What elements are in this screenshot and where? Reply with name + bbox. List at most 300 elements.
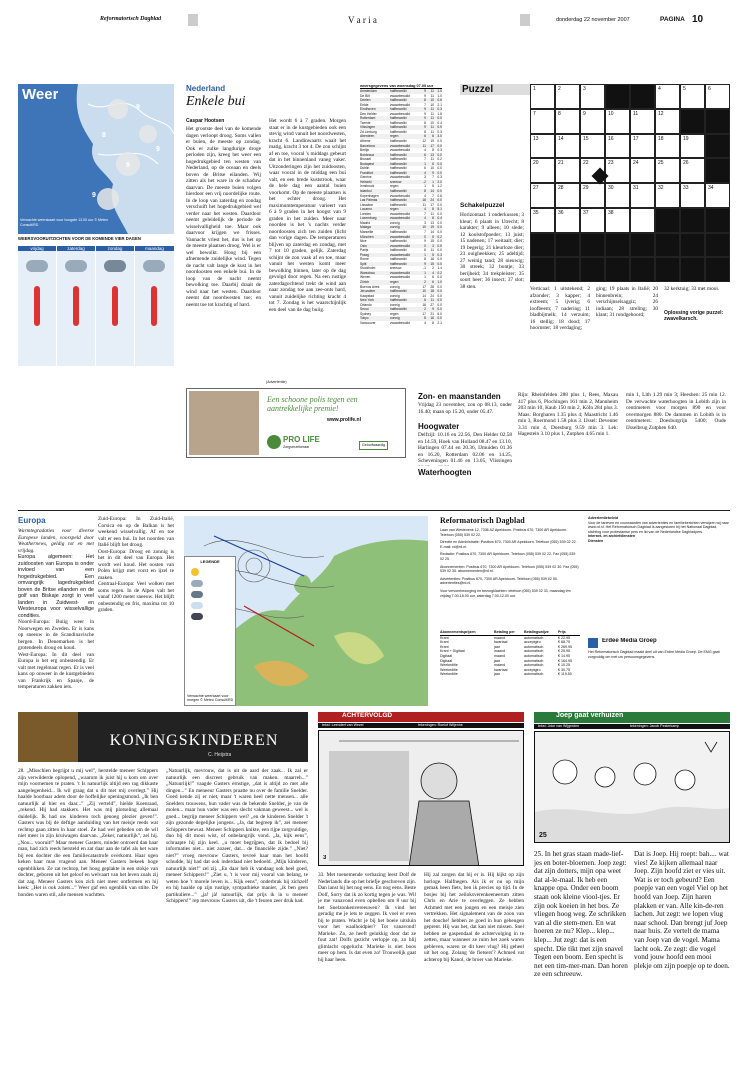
cloud-icon <box>143 260 165 272</box>
puzzle-cell[interactable] <box>555 183 580 208</box>
table-cell: 11 <box>430 211 434 216</box>
table-cell: 10 <box>430 120 434 125</box>
puzzle-cell <box>680 257 705 282</box>
table-cell: automatisch <box>524 653 544 658</box>
table-cell: 0.0 <box>437 161 442 166</box>
cell-number: 7 <box>533 110 536 117</box>
table-cell: halfbewolkt <box>390 307 407 312</box>
puzzle-cell[interactable] <box>555 109 580 134</box>
ad-text: Een schoone polis tegen een aantrekkelijke premie! <box>267 395 358 413</box>
table-cell: acceptgiro <box>524 667 541 672</box>
europa-section <box>18 516 428 706</box>
table-cell: zwaarbewolkt <box>390 243 410 248</box>
table-cell: Eelde <box>360 102 369 107</box>
puzzle-cell[interactable] <box>580 109 605 134</box>
map-legend <box>184 556 236 706</box>
table-cell: 4 <box>424 170 426 175</box>
table-cell: Frankfurt <box>360 170 374 175</box>
puzzle-cell <box>580 257 605 282</box>
day-label: maandag <box>135 246 174 251</box>
ad-box <box>186 388 406 458</box>
table-cell: Weekeditie <box>440 667 458 672</box>
weather-table-rows <box>360 89 442 325</box>
puzzle-cell[interactable] <box>655 134 680 159</box>
table-cell: halfbewolkt <box>390 170 407 175</box>
puzzle-cell[interactable] <box>680 134 705 159</box>
table-cell: halfbewolkt <box>390 298 407 303</box>
puzzle-cell <box>655 257 680 282</box>
europa-p3: West-Europa: In dit deel van Europa is het erg onbestendig. Er valt met regelmaat regen. Er is veel kans op onweer in de kustgebieden van Frankrijk en Spanje, de temperaturen zakken iets. <box>18 651 94 690</box>
puzzle-cell[interactable] <box>580 208 605 233</box>
table-cell: € 269.95 <box>558 644 572 649</box>
puzzle-cell[interactable] <box>630 183 655 208</box>
puzzle-grid <box>530 84 730 282</box>
table-cell: 11 <box>422 202 426 207</box>
table-cell: Stockholm <box>360 266 376 271</box>
ad-badge: Geloofwaardig <box>359 441 388 450</box>
legend-title: LEGENDE <box>200 559 220 564</box>
puzzle-cell <box>705 257 730 282</box>
puzzle-cell[interactable] <box>605 158 630 183</box>
cell-number: 1 <box>533 86 536 92</box>
table-cell: 8 <box>424 98 426 103</box>
puzzle-cell[interactable] <box>605 109 630 134</box>
table-cell: 19 <box>430 225 434 230</box>
cell-number: 34 <box>708 185 714 191</box>
map-temp-3: 9 <box>126 162 130 169</box>
table-cell: 13 <box>430 152 434 157</box>
nederland-title: Enkele bui <box>186 94 246 109</box>
table-cell: zwaarbewolkt <box>390 275 410 280</box>
puzzle-cell[interactable] <box>530 109 555 134</box>
water-levels-col3: min 1, Lith 1.29 min 3; Heeshen: 25 min 12. De verwachte waterhoogten in Lobith zijn in centimeters voor morgen 890 en voor overmorgen 880. De dammen in Lobith is in centimeters: Doesburgrijn 5400; Oude IJsselbrug Zutphen 640. <box>626 392 726 431</box>
cell-number: 5 <box>683 86 686 92</box>
story-author: C. Heijstra <box>208 752 232 758</box>
table-cell: zonnig <box>390 220 400 225</box>
table-cell: jaar <box>494 658 500 663</box>
table-cell: Rotterdam <box>360 116 376 121</box>
cell-number: 36 <box>558 209 564 216</box>
puzzle-cell[interactable] <box>530 134 555 159</box>
table-cell: € 30.75 <box>558 667 570 672</box>
ad-sub: Zorgverzekeraar <box>283 445 310 449</box>
colofon-line: Voor vervoerbezorging en bezorgklachten: telefoon (055) 539 02 33, maandag t/m vrijdag 7.00-18.00 uur, zaterdag 7.00-12.00 uur. <box>440 588 571 598</box>
table-cell: 0.9 <box>437 125 442 130</box>
cell-number: 16 <box>608 135 614 142</box>
table-cell: jaar <box>494 672 500 677</box>
cell-number: 22 <box>583 160 589 167</box>
table-cell: 1.8 <box>437 111 442 116</box>
puzzle-cell[interactable] <box>680 84 705 109</box>
table-cell: Wenen <box>360 275 371 280</box>
table-cell: halfbewolkt <box>390 189 407 194</box>
puzzle-cell[interactable] <box>655 158 680 183</box>
puzzle-title: Puzzel <box>460 84 530 95</box>
colofon-section <box>440 516 730 706</box>
table-cell: Madrid <box>360 220 371 225</box>
table-cell: 5 <box>432 252 434 257</box>
table-cell: halfbewolkt <box>390 116 407 121</box>
table-cell: 0.6 <box>437 98 442 103</box>
table-cell: 27 <box>430 302 434 307</box>
cell-number: 21 <box>558 160 564 167</box>
cell-number: 9 <box>583 110 586 117</box>
table-cell: 4 <box>424 216 426 221</box>
table-cell: Krant <box>440 644 449 649</box>
table-cell: 6 <box>424 248 426 253</box>
thermometer-icon <box>73 286 79 326</box>
tide-title: Zon- en maanstanden <box>418 392 501 401</box>
table-cell: 0.0 <box>437 293 442 298</box>
page-flag-left <box>188 14 198 26</box>
colofon-line: Abonnementen: Postbus 670, 7300 AR Apeldoorn. Telefoon (055) 539 02 30. Fax (055) 539 02 35. abonnementen@rd.nl. <box>440 564 579 574</box>
table-cell: halfbewolkt <box>390 161 407 166</box>
ad-label: (Advertentie) <box>266 380 287 384</box>
table-cell: 8 <box>432 207 434 212</box>
prolife-logo-icon <box>267 435 281 449</box>
puzzle-cell[interactable] <box>680 183 705 208</box>
table-cell: 1 <box>424 275 426 280</box>
cell-number: 11 <box>633 110 639 117</box>
table-cell: 0 <box>424 243 426 248</box>
table-cell: halfbewolkt <box>390 157 407 162</box>
cell-number: 35 <box>533 209 539 216</box>
table-cell: Den Helder <box>360 111 377 116</box>
puzzle-cell <box>580 233 605 258</box>
table-cell: 0.0 <box>437 229 442 234</box>
puzzle-cell[interactable] <box>605 183 630 208</box>
table-cell: 6 <box>424 166 426 171</box>
table-cell: halfbewolkt <box>390 202 407 207</box>
table-cell: 17 <box>430 143 434 148</box>
ad-photo <box>189 391 259 455</box>
cell-number: 33 <box>683 185 689 191</box>
table-cell: 28 <box>430 284 434 289</box>
table-cell: Lissabon <box>360 202 374 207</box>
group-logo-icon <box>588 638 598 648</box>
table-cell: Kopenhagen <box>360 193 379 198</box>
puzzle-cell[interactable] <box>530 158 555 183</box>
table-cell: München <box>360 234 374 239</box>
table-cell: halfbewolkt <box>390 257 407 262</box>
puzzle-cell[interactable] <box>630 208 655 233</box>
puzzle-cell[interactable] <box>705 183 730 208</box>
table-cell: 1.4 <box>437 266 442 271</box>
puzzle-cell[interactable] <box>580 134 605 159</box>
table-cell: halfbewolkt <box>390 139 407 144</box>
puzzle-cell[interactable] <box>555 84 580 109</box>
puzzle-cell <box>705 158 730 183</box>
table-cell: 11 <box>430 111 434 116</box>
section-title: V a r i a <box>348 15 377 25</box>
puzzle-cell[interactable] <box>555 158 580 183</box>
table-cell: 0.2 <box>437 234 442 239</box>
legend-sun-icon <box>191 568 199 576</box>
table-cell: De Bilt <box>360 93 370 98</box>
table-cell: zwaarbewolkt <box>390 148 410 153</box>
table-cell: 24 <box>430 293 434 298</box>
table-cell: 0.0 <box>437 211 442 216</box>
table-cell: 19 <box>430 139 434 144</box>
puzzle-cell <box>555 257 580 282</box>
europa-kicker: Europa <box>18 516 46 525</box>
puzzle-heading: Schakelpuzzel <box>460 202 505 209</box>
table-cell: Warschau <box>360 270 375 275</box>
table-cell: 0.0 <box>437 152 442 157</box>
table-cell: Betaling per <box>494 630 515 634</box>
day-label: zondag <box>96 246 134 251</box>
page-number: 10 <box>692 14 704 25</box>
puzzle-cell[interactable] <box>555 134 580 159</box>
table-cell: automatisch <box>524 649 544 654</box>
table-cell: Dublin <box>360 166 370 171</box>
forecast-day-3 <box>96 246 134 366</box>
puzzle-cell <box>655 233 680 258</box>
joep-text-col-2: Dat is Joep. Hij roept: bah.... wat vies! Ze kijken allemaal naar Joep. Zijn hoofd ziet er vies uit. Wat is er toch gebeurd? Een poepje van een vogel Viel op het hoofd van Joep. Zijn haren plakken er van. Alle kin-de-ren lachen. Jut zegt: we lopen vlug naar school. Dan brengt juf Joep naar huis. Ze vertelt de mama van Joep van de vogel. Mama lacht ook. Ze zegt: die vogel vond jouw hoofd een mooi plekje om zijn poepje op te doen. <box>634 850 730 970</box>
puzzle-clues-horizontal: Horizontaal: 1 onderkussen; 3 kleur; 6 plaats in Utrecht; 8 karakter; 9 alleen; 10 slede; 12 koolstofpoeder; 13 juist; 15 nadenen; 17 weitaalt; dier; 19 begerig; 21 kleurloze dier; 23 ouigheekken; 25 adeltijd; 27 weinig tand; 28 nieuwig; 30 streek; 32 bontje; 33 berijheid; 34 trekpleister; 35 soort heer; 36 insect; 37 slot; 38 sten. <box>460 212 524 290</box>
puzzle-cell[interactable] <box>580 183 605 208</box>
table-cell: 10 <box>430 102 434 107</box>
table-row <box>440 672 580 677</box>
table-cell: 17 <box>430 202 434 207</box>
table-cell: 0.0 <box>437 261 442 266</box>
table-cell: 0.0 <box>437 166 442 171</box>
legend-rain-icon <box>191 591 203 598</box>
table-cell: € 25.95 <box>558 649 570 654</box>
page-label: PAGINA <box>660 16 685 23</box>
map-temp-2: 8 <box>102 132 106 139</box>
table-cell: -2 <box>423 179 426 184</box>
table-cell: 0.0 <box>437 239 442 244</box>
table-cell: 0.0 <box>437 284 442 289</box>
puzzle-cell <box>605 257 630 282</box>
table-cell: maand <box>494 653 505 658</box>
colofon-text <box>440 528 580 628</box>
table-cell: 11 <box>430 107 434 112</box>
story-banner <box>18 712 308 762</box>
table-cell: 17 <box>422 284 426 289</box>
table-cell: automatisch <box>524 658 544 663</box>
day-label: zaterdag <box>57 246 95 251</box>
table-cell: zwaarbewolkt <box>390 216 410 221</box>
puzzle-cell[interactable] <box>655 183 680 208</box>
table-cell: zwaarbewolkt <box>390 93 410 98</box>
cell-number: 27 <box>533 185 539 191</box>
table-cell: halfbewolkt <box>390 125 407 130</box>
table-cell: € 68.75 <box>558 640 570 645</box>
puzzle-cell[interactable] <box>530 208 555 233</box>
table-cell: automatisch <box>524 663 544 668</box>
table-cell: Marseille <box>360 229 374 234</box>
cell-number: 14 <box>558 135 564 142</box>
table-cell: 1.0 <box>437 89 442 93</box>
joep-title: Joep gaat verhuizen <box>534 712 730 723</box>
cell-number: 25 <box>658 160 664 167</box>
table-cell: 11 <box>430 93 434 98</box>
table-cell: Berlijn <box>360 148 370 153</box>
forecast-day-1 <box>18 246 56 366</box>
table-cell: 0.0 <box>437 220 442 225</box>
page-header <box>0 14 738 30</box>
table-cell: 7 <box>432 193 434 198</box>
table-cell: maand <box>494 649 505 654</box>
table-cell: 11 <box>430 116 434 121</box>
weather-title: Weer <box>22 86 59 103</box>
table-cell: zwaarbewolkt <box>390 270 410 275</box>
puzzle-cell[interactable] <box>605 134 630 159</box>
table-cell: 6 <box>432 161 434 166</box>
weather-table <box>360 84 442 374</box>
table-cell: sneeuw <box>390 179 402 184</box>
europa-p2: Noord-Europa: Buiig weer in Noorwegen en Zweden. Er is kans op sneeuw in de Scandinavische bergen. In Denemarken is het grotendeels droog en koud. <box>18 619 94 651</box>
table-cell: 1.0 <box>437 93 442 98</box>
colofon-line: Advertenties: Postbus 670, 7300 AR Apeldoorn. Telefoon (055) 539 02 50. advertenties@rd.nl. <box>440 576 558 586</box>
puzzle-cell[interactable] <box>630 134 655 159</box>
weather-map-svg <box>18 84 174 234</box>
table-cell: 6 <box>424 152 426 157</box>
table-cell: 18 <box>422 198 426 203</box>
puzzle-cell[interactable] <box>580 84 605 109</box>
table-cell: 10 <box>422 289 426 294</box>
table-cell: halfbewolkt <box>390 248 407 253</box>
cell-number: 12 <box>658 110 664 117</box>
cell-number: 4 <box>658 86 661 92</box>
tide-section <box>418 392 730 502</box>
table-cell: 0.3 <box>437 148 442 153</box>
table-cell: 0.2 <box>437 270 442 275</box>
table-cell: zonnig <box>390 316 400 321</box>
puzzle-cell[interactable] <box>705 84 730 109</box>
cell-number: 24 <box>633 160 639 167</box>
table-cell: Digitaal <box>440 658 452 663</box>
table-cell: 0.0 <box>437 275 442 280</box>
table-cell: 2 <box>424 279 426 284</box>
table-cell: zonnig <box>390 293 400 298</box>
table-cell: 13 <box>430 220 434 225</box>
map-source: Verwachte weerkaart voor morgen © Meteo Consult/RD <box>187 693 234 703</box>
cell-number: 19 <box>683 135 689 142</box>
table-cell: Las Palmas <box>360 198 378 203</box>
weather-table-title: weersgegevens van woensdag 07.00 uur <box>360 84 442 89</box>
page-flag-right <box>520 14 530 26</box>
table-cell: 0.5 <box>437 243 442 248</box>
cell-number: 30 <box>608 185 614 191</box>
table-cell: 15 <box>430 261 434 266</box>
table-cell: 4 <box>424 148 426 153</box>
puzzle-cell[interactable] <box>530 183 555 208</box>
forecast-days <box>18 246 174 366</box>
table-cell: 8 <box>424 129 426 134</box>
table-cell: 10 <box>430 166 434 171</box>
table-cell: Weekeditie <box>440 663 458 668</box>
puzzle-cell <box>630 84 655 109</box>
table-cell: maand <box>494 663 505 668</box>
high-water-title: Hoogwater <box>418 422 460 431</box>
group-text: Het Reformatorisch Dagblad maakt deel uit van Erdee Media Groep. De EMG gaat zorgvuldig om met uw persoonsgegevens. <box>588 650 720 659</box>
ad-url[interactable]: www.prolife.nl <box>327 417 361 423</box>
nederland-col-2: Het wordt 6 à 7 graden. Morgen staat er in de kustgebieden ook een stevig wind vanuit het noordwesten, kracht 6. Landinwaarts waait het matig, kracht 3 tot 4. De zon schijnt af en toe, vooral 's middags gebeurt dat in het binnenland vaneg vaker. Uitzonderingen zijn het zuidoosten, waar vooral in de middag een bui valt, en een brede kuststrook, waar de hele dag een aantal buien voorkomt. Op de meeste plaatsen is het echter droog. Het maximumtemperatuur varieert van 6 à 9 graden in het hoogst van 9 graden in het zuiden. Meer naar noorden is het 's nachts verder noordoosten zich ten zuiden (licht dan vorige dagen. De temperaturen blijven op zaterdag en zondag, met 7 tot 10 graden, gelijk. Zaterdag schijnt de zon vaak af en toe, maar vanuit het westen komt meer bewolking binnen, later op de dag gevolgd door regen. Na een rustige zaterdagochtend trekt de wind aan naar zondag toe aan zee-onts hard, vanuit zuidelijke richting kracht 4 tot 7. Zondag is het waarschijnlijk een deel van de dag buiig. <box>269 118 346 313</box>
table-cell: 0.3 <box>437 175 442 180</box>
table-cell: 6 <box>432 275 434 280</box>
table-cell: 0.0 <box>437 307 442 312</box>
table-cell: 0.0 <box>437 202 442 207</box>
comic-panel <box>318 730 524 866</box>
table-cell: acceptgiro <box>524 640 541 645</box>
table-cell: kwartaal <box>494 667 508 672</box>
thermometer-icon <box>151 286 157 326</box>
panel-number: 3 <box>323 855 327 861</box>
table-cell: zonnig <box>390 302 400 307</box>
table-cell: Barcelona <box>360 143 375 148</box>
puzzle-cell <box>630 257 655 282</box>
puzzle-cell <box>555 233 580 258</box>
table-cell: regen <box>390 184 399 189</box>
puzzle-cell[interactable] <box>655 84 680 109</box>
puzzle-cell <box>705 109 730 134</box>
puzzle-cell[interactable] <box>530 84 555 109</box>
table-cell: Krant + Digitaal <box>440 649 465 654</box>
colofon-right-text: Voor de tarieven en voorwaarden van advertenties en familieberichten verwijzen wij naar www.rd.nl. Het Reformatorisch Dagblad is aangesloten bij het Nationaal Dagblad, stichting voor protestantse pers en lid van de Nederlandse Dagbladpers. <box>588 520 729 534</box>
puzzle-cell[interactable] <box>605 208 630 233</box>
table-cell: sneeuw <box>390 266 402 271</box>
table-cell: 8 <box>424 316 426 321</box>
nederland-kicker: Nederland <box>186 84 226 93</box>
table-cell: 21 <box>430 311 434 316</box>
table-cell: Brussel <box>360 157 371 162</box>
table-cell: zwaarbewolkt <box>390 234 410 239</box>
puzzle-cell[interactable] <box>630 109 655 134</box>
puzzle-cell <box>680 208 705 233</box>
nederland-article <box>186 84 346 369</box>
joep-credit-1: tekst: Joke van Wijgerden <box>534 724 730 729</box>
forecast-day-4 <box>135 246 174 366</box>
table-cell: regen <box>390 207 399 212</box>
puzzle-cell[interactable] <box>630 158 655 183</box>
table-cell: 17 <box>422 311 426 316</box>
comic-text-col-2: Hij zal zorgen dat hij er is. Hij kijkt op zijn horloge. Halfnegen. Als ik er nu op mijn gemak heen fiets, ben ik precies op tijd. In de bosjes bij het zeiloksverenkeeneerum zitten Chris en Arie te overleggen. Ze hebben Achmed met een jongen en een meisje zien vertrekken. Het signalement van de zoon van het douche! hebben ze goed in hun geheugen geprent. Hij was het, dat kan niet missen. Snel hebben ze gaspendaal de achtervolging in te zetten, maar wanneer ze ruim het zoek waren gebleven, waren ze dit keer vlug? Hij geheel uit het oog. Zolang 'de fietsers'? Achmed vat achterop bij Kanol, de broer van Marieke. <box>424 872 524 963</box>
puzzle-cell[interactable] <box>680 158 705 183</box>
puzzle-cell <box>530 257 555 282</box>
comic-credit-1: tekst: Leendert van Wezel <box>318 723 524 728</box>
table-cell: halfbewolkt <box>390 229 407 234</box>
table-cell: € 119.50 <box>558 672 572 677</box>
table-cell: 6.0 <box>437 311 442 316</box>
joep-section <box>534 712 730 1058</box>
joep-credit-2: tekeningen: Jacob Pesterkamp <box>630 724 680 728</box>
table-cell: 7 <box>424 157 426 162</box>
cell-number: 26 <box>683 160 689 167</box>
cell-number: 23 <box>608 160 614 167</box>
high-water-text: Delfzijl: 10.16 en 22.56, Den Helder 02.58 en 14.59, Hoek van Holland 08.47 en 13.10, Harlingen 07.44 en 20.36, IJmuiden 01.36 en 16.20, Rotterdam 02.06 en 14.25, Scheveningen 01.46 en 13.05, Vlissingen <box>418 432 512 464</box>
table-cell: 0.4 <box>437 216 442 221</box>
puzzle-cell <box>605 84 630 109</box>
table-cell: 11 <box>430 89 434 93</box>
europe-map <box>184 516 428 706</box>
table-cell: Krant <box>440 640 449 645</box>
table-cell: Zürich <box>360 279 370 284</box>
table-cell: 3 <box>432 243 434 248</box>
table-cell: 0.0 <box>437 139 442 144</box>
puzzle-cell[interactable] <box>655 109 680 134</box>
table-cell: Tokyo <box>360 316 369 321</box>
joep-art <box>535 732 730 843</box>
cell-number: 2 <box>558 86 561 92</box>
table-cell: 6 <box>432 279 434 284</box>
puzzle-cell[interactable] <box>555 208 580 233</box>
table-cell: 5 <box>432 234 434 239</box>
europa-col-2 <box>98 516 174 706</box>
table-cell: 0.3 <box>437 252 442 257</box>
